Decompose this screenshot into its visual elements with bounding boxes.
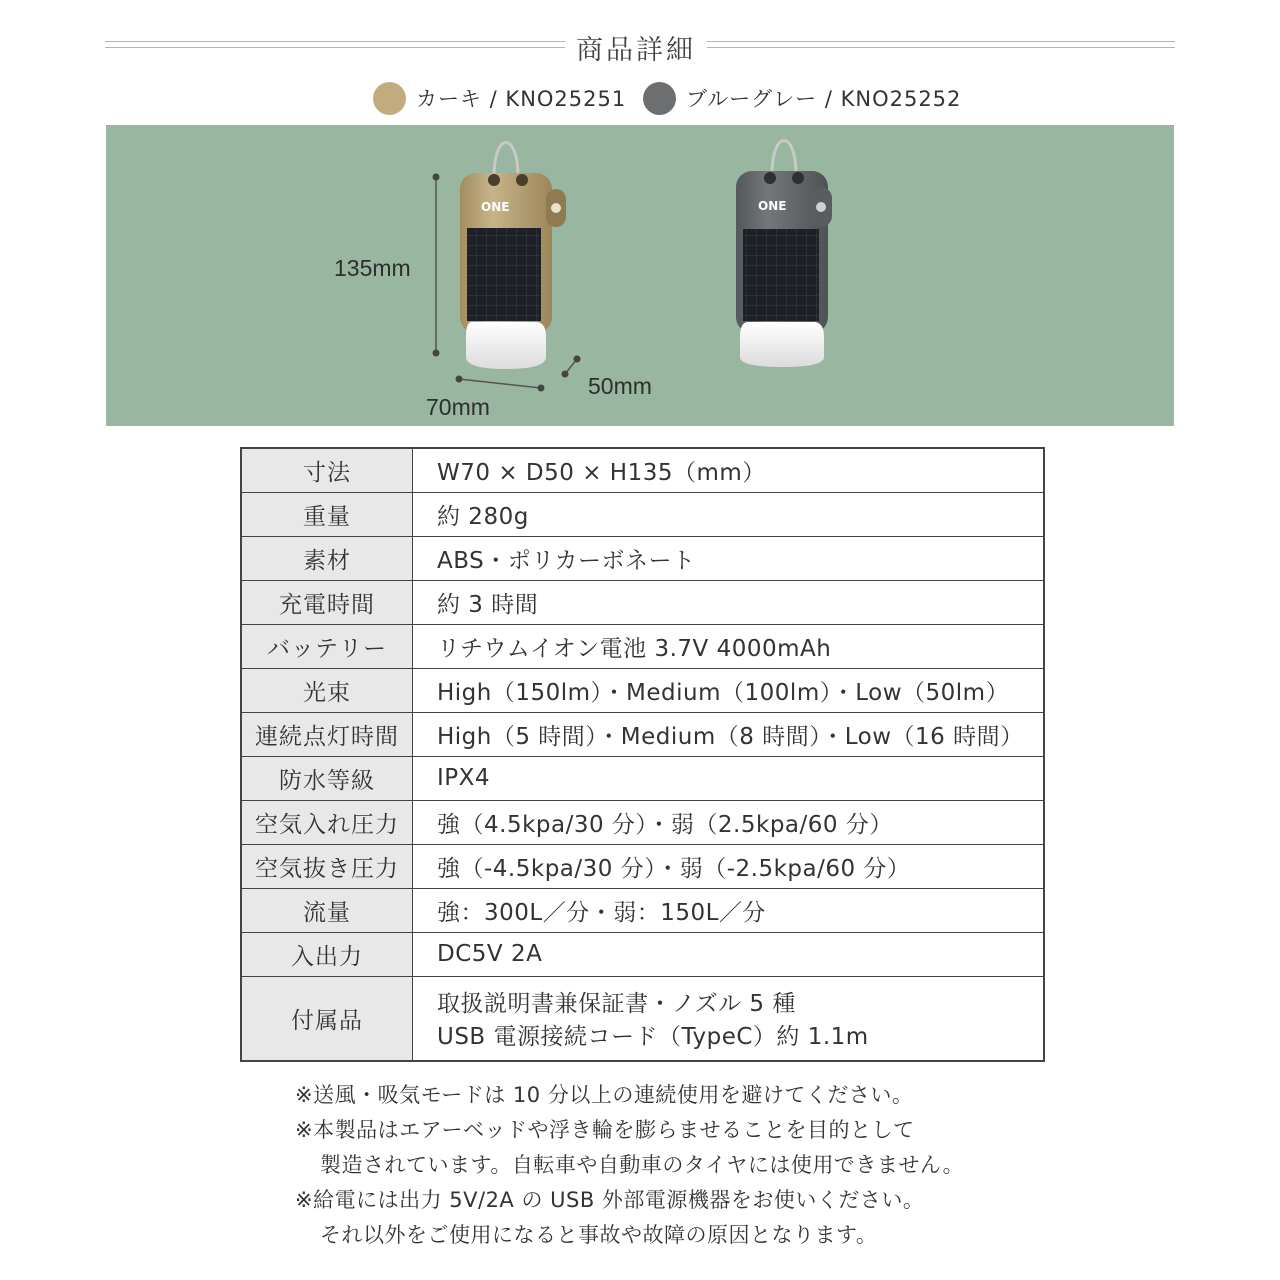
spec-value: DC5V 2A <box>413 932 1045 976</box>
width-dimension-line <box>456 376 545 392</box>
spec-row <box>241 668 1044 712</box>
spec-row <box>241 932 1044 976</box>
brand-mark: ONE <box>758 199 787 213</box>
spec-table <box>240 447 1045 1062</box>
spec-label: 連続点灯時間 <box>241 712 413 756</box>
spec-value <box>413 976 1045 1061</box>
section-title: 商品詳細 <box>576 35 696 66</box>
notes <box>295 1078 1055 1253</box>
spec-label: 空気入れ圧力 <box>241 800 413 844</box>
spec-value-line: 取扱説明書兼保証書・ノズル 5 種 <box>437 991 796 1018</box>
spec-row <box>241 976 1044 1061</box>
spec-value-line: USB 電源接続コード（TypeC）約 1.1m <box>437 1024 869 1051</box>
spec-value: 約 280g <box>413 492 1045 536</box>
depth-dimension-line <box>562 356 581 378</box>
spec-row <box>241 492 1044 536</box>
spec-value: ABS・ポリカーボネート <box>413 536 1045 580</box>
spec-row <box>241 536 1044 580</box>
spec-label: 素材 <box>241 536 413 580</box>
spec-row <box>241 844 1044 888</box>
bluegray-swatch <box>643 82 676 115</box>
spec-value: リチウムイオン電池 3.7V 4000mAh <box>413 624 1045 668</box>
spec-label: 光束 <box>241 668 413 712</box>
brand-mark: ONE <box>481 200 510 214</box>
note-line: 製造されています。自転車や自動車のタイヤには使用できません。 <box>320 1153 965 1177</box>
khaki-swatch <box>373 82 406 115</box>
spec-label: 付属品 <box>241 976 413 1061</box>
spec-value: 強（4.5kpa/30 分）・弱（2.5kpa/60 分） <box>413 800 1045 844</box>
spec-label: 流量 <box>241 888 413 932</box>
spec-row <box>241 580 1044 624</box>
header-divider-right <box>707 41 1175 48</box>
spec-label: 充電時間 <box>241 580 413 624</box>
spec-row <box>241 800 1044 844</box>
spec-value: High（150lm）・Medium（100lm）・Low（50lm） <box>413 668 1045 712</box>
note-line: ※送風・吸気モードは 10 分以上の連続使用を避けてください。 <box>295 1083 914 1107</box>
spec-value: 約 3 時間 <box>413 580 1045 624</box>
height-dimension-line <box>433 174 440 357</box>
depth-label: 50mm <box>588 373 652 399</box>
product-photo <box>106 125 1174 426</box>
variant-label: カーキ / KNO25251 <box>416 87 627 111</box>
spec-row <box>241 756 1044 800</box>
spec-row <box>241 712 1044 756</box>
spec-value: 強（-4.5kpa/30 分）・弱（-2.5kpa/60 分） <box>413 844 1045 888</box>
spec-row <box>241 624 1044 668</box>
bluegray-lantern <box>736 141 832 368</box>
spec-value: W70 × D50 × H135（mm） <box>413 448 1045 492</box>
spec-value: 強：300L／分・弱：150L／分 <box>413 888 1045 932</box>
spec-value: High（5 時間）・Medium（8 時間）・Low（16 時間） <box>413 712 1045 756</box>
variant-khaki <box>373 80 626 116</box>
header-divider-left <box>105 41 565 48</box>
note-line: ※本製品はエアーベッドや浮き輪を膨らませることを目的として <box>295 1118 915 1142</box>
section-header <box>105 26 1175 72</box>
spec-label: 重量 <box>241 492 413 536</box>
variant-label: ブルーグレー / KNO25252 <box>686 87 962 111</box>
spec-row <box>241 448 1044 492</box>
spec-value: IPX4 <box>413 756 1045 800</box>
note-line: ※給電には出力 5V/2A の USB 外部電源機器をお使いください。 <box>295 1188 925 1212</box>
khaki-lantern <box>460 143 566 370</box>
spec-row <box>241 888 1044 932</box>
spec-label: 防水等級 <box>241 756 413 800</box>
spec-label: 寸法 <box>241 448 413 492</box>
width-label: 70mm <box>426 394 490 420</box>
color-variants <box>0 80 1280 116</box>
spec-label: バッテリー <box>241 624 413 668</box>
height-label: 135mm <box>334 255 411 281</box>
variant-bluegray <box>643 80 961 116</box>
spec-label: 空気抜き圧力 <box>241 844 413 888</box>
spec-label: 入出力 <box>241 932 413 976</box>
note-line: それ以外をご使用になると事故や故障の原因となります。 <box>320 1223 878 1247</box>
